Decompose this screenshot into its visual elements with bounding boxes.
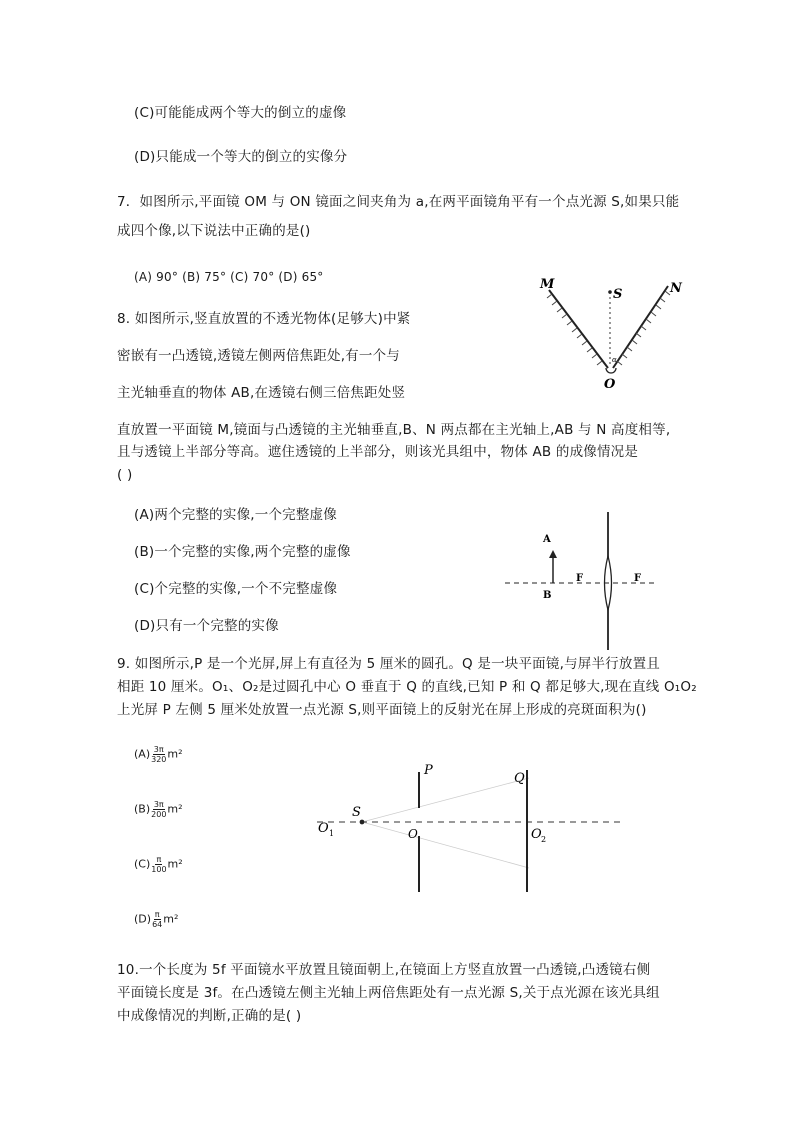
q9-option-c: (C) $\frac{\pi}{100}$ m² xyxy=(134,855,183,874)
q9-option-b: (B) $\frac{3\pi}{200}$ m² xyxy=(134,800,183,819)
q8-text-line1: 8. 如图所示,竖直放置的不透光物体(足够大)中紧 xyxy=(117,311,411,327)
q7-text-line2: 成四个像,以下说法中正确的是() xyxy=(117,223,311,239)
label-n: N xyxy=(670,281,682,296)
q8-text-line2: 密嵌有一凸透镜,透镜左侧两倍焦距处,有一个与 xyxy=(117,348,400,364)
q9-text-line1: 9. 如图所示,P 是一个光屏,屏上有直径为 5 厘米的圆孔。Q 是一块平面镜,与屏半行放置且 xyxy=(117,656,660,672)
q8-option-a: (A)两个完整的实像,一个完整虚像 xyxy=(134,507,337,523)
q9-text-line2: 相距 10 厘米。O₁、O₂是过圆孔中心 O 垂直于 Q 的直线,已知 P 和 Q 都足够大,现在直线 O₁O₂ xyxy=(117,679,697,695)
q8-option-c: (C)个完整的实像,一个不完整虚像 xyxy=(134,581,338,597)
q10-text-line3: 中成像情况的判断,正确的是( ) xyxy=(117,1008,302,1024)
label-alpha: α xyxy=(612,356,617,364)
object-arrowhead xyxy=(549,550,557,558)
label-s: S xyxy=(613,287,623,302)
point-source-s xyxy=(360,820,365,825)
label-f-left: F xyxy=(576,573,584,584)
ray-upper xyxy=(362,778,529,822)
q8-text-line4: 直放置一平面镜 M,镜面与凸透镜的主光轴垂直,B、N 两点都在主光轴上,AB 与 N 高度相等, xyxy=(117,422,671,438)
label-o-center: O xyxy=(408,827,418,841)
label-o2: O xyxy=(531,827,542,842)
q8-text-line5: 且与透镜上半部分等高。遮住透镜的上半部分，则该光具组中，物体 AB 的成像情况是 xyxy=(117,444,639,460)
label-o2-sub: 2 xyxy=(541,835,547,844)
q8-option-d: (D)只有一个完整的实像 xyxy=(134,618,279,634)
q9-screen-mirror-figure xyxy=(312,758,627,898)
label-o1-sub: 1 xyxy=(329,829,335,838)
q10-text-line1: 10.一个长度为 5f 平面镜水平放置且镜面朝上,在镜面上方竖直放置一凸透镜,凸透镜右侧 xyxy=(117,962,651,978)
q6-option-d: (D)只能成一个等大的倒立的实像分 xyxy=(134,149,348,165)
label-f-right: F xyxy=(634,573,642,584)
q10-text-line2: 平面镜长度是 3f。在凸透镜左侧主光轴上两倍焦距处有一点光源 S,关于点光源在该光具组 xyxy=(117,985,660,1001)
q8-option-b: (B)一个完整的实像,两个完整的虚像 xyxy=(134,544,351,560)
q7-options: (A) 90° (B) 75° (C) 70° (D) 65° xyxy=(134,270,324,284)
q7-text-line1: 7．如图所示,平面镜 OM 与 ON 镜面之间夹角为 a,在两平面镜角平有一个点光源 S,如果只能 xyxy=(117,194,680,210)
mirror-on-hatching xyxy=(617,291,670,365)
label-b: B xyxy=(543,590,552,601)
label-q: Q xyxy=(514,771,525,786)
q7-mirror-figure xyxy=(530,276,690,406)
label-m: M xyxy=(540,277,555,292)
q8-text-line3: 主光轴垂直的物体 AB,在透镜右侧三倍焦距处竖 xyxy=(117,385,406,401)
q8-lens-figure xyxy=(500,510,660,652)
q6-option-c: (C)可能能成两个等大的倒立的虚像 xyxy=(134,105,347,121)
q8-text-line6: ( ) xyxy=(117,467,133,483)
mirror-om xyxy=(549,290,608,368)
ray-lower xyxy=(362,822,529,868)
label-s: S xyxy=(352,805,361,820)
point-source-s xyxy=(608,290,612,294)
q9-option-d: (D) $\frac{\pi}{64}$ m² xyxy=(134,910,179,929)
label-o1: O xyxy=(318,821,329,836)
mirror-om-hatching xyxy=(547,294,602,365)
q9-option-a: (A) $\frac{3\pi}{320}$ m² xyxy=(134,745,183,764)
label-a: A xyxy=(543,534,551,545)
label-p: P xyxy=(424,763,433,778)
angle-arc xyxy=(606,368,616,373)
label-o: O xyxy=(604,377,616,392)
q9-text-line3: 上光屏 P 左侧 5 厘米处放置一点光源 S,则平面镜上的反射光在屏上形成的亮斑面积为() xyxy=(117,702,647,718)
